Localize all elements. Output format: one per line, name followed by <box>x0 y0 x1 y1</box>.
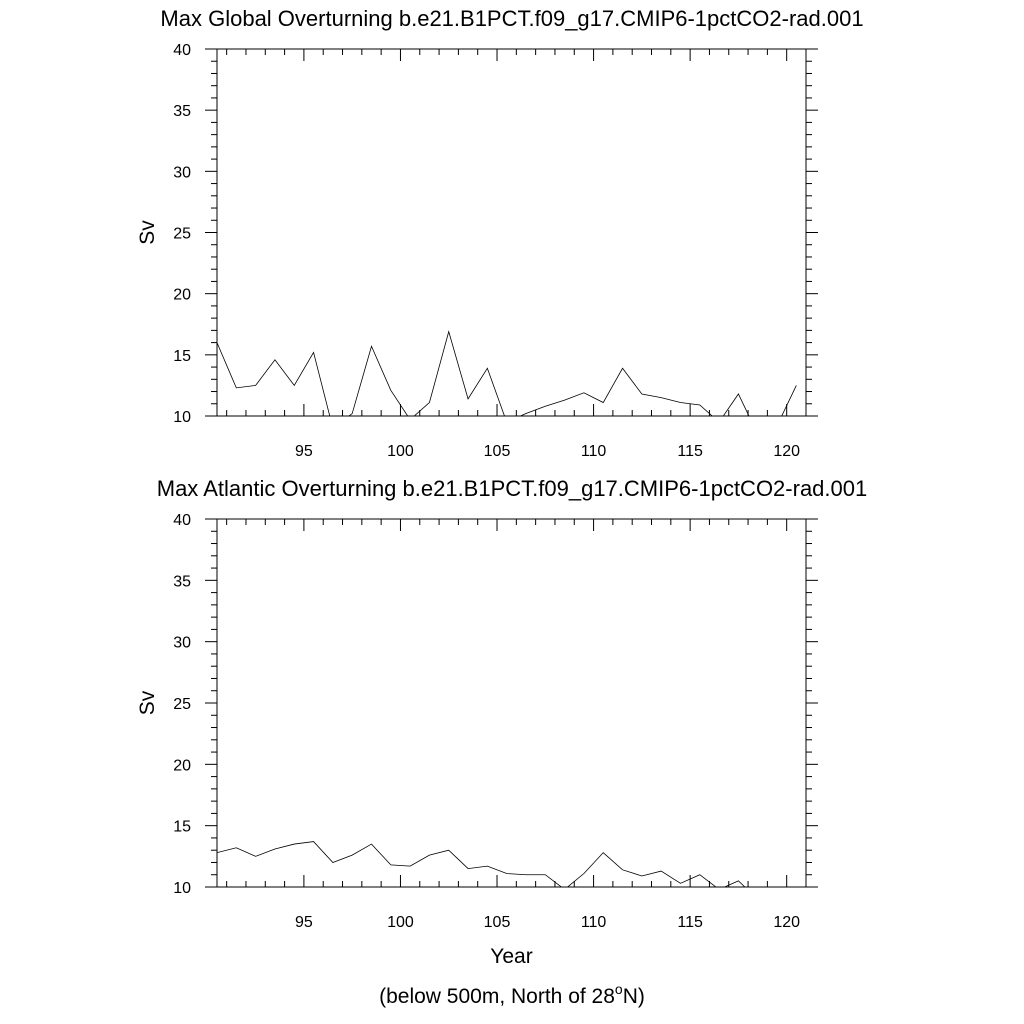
footnote-suffix: N) <box>622 985 645 1008</box>
footnote-text: (below 500m, North of 28 <box>379 985 615 1008</box>
global-y-tick-label: 40 <box>173 42 191 59</box>
atlantic-x-tick-label: 105 <box>483 914 511 931</box>
atlantic-y-tick-label: 10 <box>173 880 191 897</box>
global-x-tick-label: 110 <box>580 443 607 460</box>
atlantic-x-tick-label: 100 <box>387 914 414 931</box>
atlantic-y-tick-label: 20 <box>173 757 191 775</box>
global-y-tick-label: 10 <box>173 409 191 426</box>
global-y-tick-label: 30 <box>173 164 191 182</box>
atlantic-y-tick-label: 35 <box>173 573 191 591</box>
global-y-tick-label: 15 <box>173 347 191 365</box>
atlantic-x-tick-label: 115 <box>677 914 703 931</box>
global-x-tick-label: 95 <box>295 443 313 460</box>
atlantic-y-tick-label: 25 <box>173 696 191 713</box>
atlantic-y-tick-label: 40 <box>173 512 191 529</box>
atlantic-y-tick-label: 15 <box>173 818 191 836</box>
global-x-tick-label: 100 <box>387 443 414 460</box>
atlantic-x-tick-label: 120 <box>773 914 801 931</box>
atlantic-x-axis-label: Year <box>490 945 533 968</box>
global-y-tick-label: 35 <box>173 103 191 121</box>
global-y-tick-label: 25 <box>173 225 191 243</box>
footnote-degree-superscript: o <box>614 981 623 997</box>
global-y-axis-label: Sv <box>136 220 159 245</box>
atlantic-x-tick-label: 95 <box>295 914 313 931</box>
global-x-tick-label: 115 <box>677 443 703 460</box>
global-y-tick-label: 20 <box>173 286 191 304</box>
atlantic-y-tick-label: 30 <box>173 634 191 652</box>
global-x-tick-label: 120 <box>773 443 801 460</box>
atlantic-y-axis-label: Sv <box>136 690 159 716</box>
atlantic-x-tick-label: 110 <box>580 914 607 931</box>
footnote <box>379 981 645 1008</box>
global-chart-title: Max Global Overturning b.e21.B1PCT.f09_g17.CMIP6-1pctCO2-rad.001 <box>160 6 864 31</box>
global-x-tick-label: 105 <box>483 443 511 460</box>
atlantic-chart-title: Max Atlantic Overturning b.e21.B1PCT.f09_g17.CMIP6-1pctCO2-rad.001 <box>156 476 868 501</box>
